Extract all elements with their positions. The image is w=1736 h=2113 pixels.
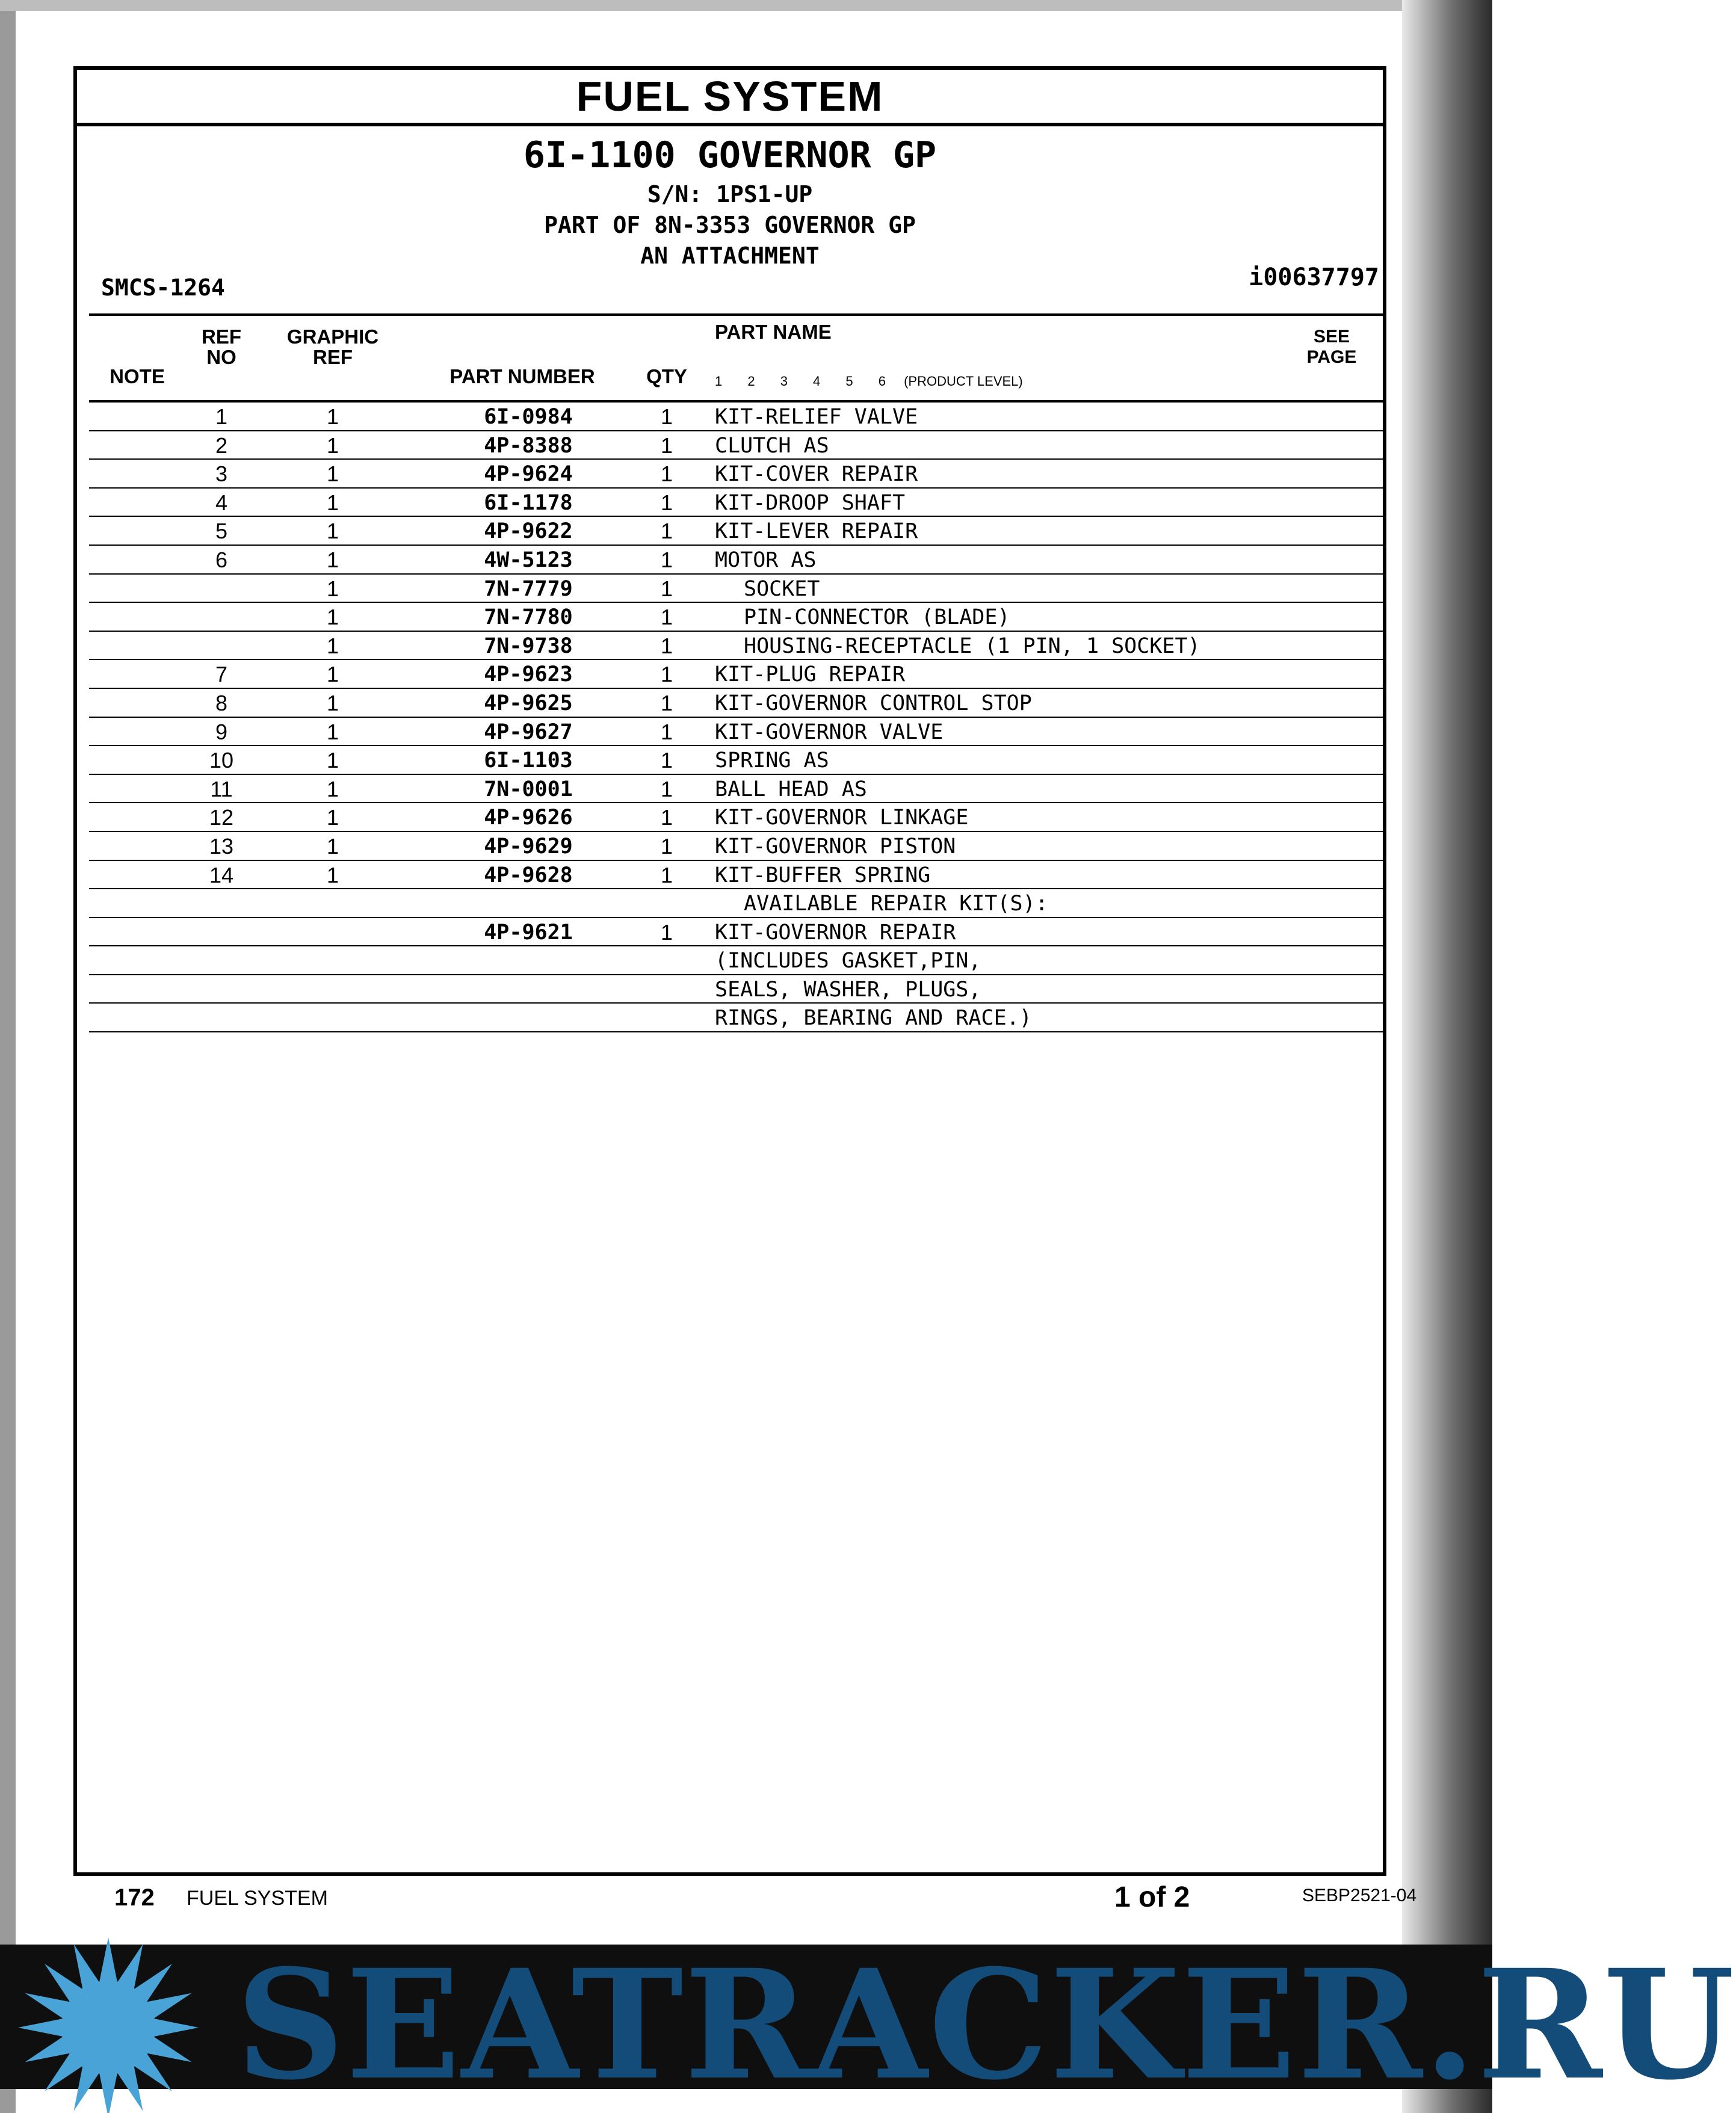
table-row [89,918,1384,947]
part-number-cell: 7N-7779 [484,576,573,601]
page-number: 172 [114,1884,155,1911]
footer-section: FUEL SYSTEM [187,1887,328,1910]
table-row [89,889,1384,918]
qty-cell: 1 [660,862,673,887]
part-name-cell: (INCLUDES GASKET,PIN, [715,949,981,973]
table-row [89,975,1384,1004]
qty-cell: 1 [660,433,673,458]
ref-no-cell: 13 [209,833,234,859]
ref-no-cell: 1 [215,404,228,429]
table-row [89,603,1384,632]
page-of: 1 of 2 [1114,1881,1190,1913]
part-name-cell: KIT-COVER REPAIR [715,462,918,487]
book-binding-shadow [1402,0,1492,2113]
part-name-cell: KIT-GOVERNOR CONTROL STOP [715,691,1032,715]
ref-no-cell: 14 [209,862,234,887]
document-id: SEBP2521-04 [1302,1886,1417,1905]
part-name-cell: CLUTCH AS [715,433,829,458]
graphic-ref-cell: 1 [326,805,339,830]
ref-no-cell: 3 [215,461,228,487]
part-name-cell: AVAILABLE REPAIR KIT(S): [744,892,1048,916]
ref-no-cell: 2 [215,433,228,458]
part-number-cell: 4P-9625 [484,691,573,715]
graphic-ref-cell: 1 [326,776,339,801]
qty-cell: 1 [660,833,673,859]
part-name-cell: KIT-GOVERNOR REPAIR [715,920,956,945]
header-product-level [715,371,1136,392]
header-qty: QTY [646,365,687,387]
qty-cell: 1 [660,461,673,487]
graphic-ref-cell: 1 [326,461,339,487]
part-name-cell: SEALS, WASHER, PLUGS, [715,977,981,1002]
table-row [89,689,1384,718]
product-level-numbers: 1 2 3 4 5 6 [715,374,897,389]
system-title: FUEL SYSTEM [77,70,1383,126]
table-row [89,803,1384,832]
product-level-label: (PRODUCT LEVEL) [904,374,1023,389]
qty-cell: 1 [660,919,673,945]
header-see-page: SEE PAGE [1306,327,1357,367]
parts-page-frame [73,66,1386,1876]
graphic-ref-cell: 1 [326,862,339,887]
part-name-cell: RINGS, BEARING AND RACE.) [715,1006,1032,1031]
qty-cell: 1 [660,748,673,773]
part-number-cell: 6I-0984 [484,405,573,429]
ref-no-cell: 12 [209,805,234,830]
header-note: NOTE [110,365,165,387]
part-name-cell: KIT-GOVERNOR VALVE [715,720,944,744]
table-row [89,517,1384,546]
part-name-cell: KIT-RELIEF VALVE [715,405,918,429]
table-row [89,1004,1384,1032]
graphic-ref-cell: 1 [326,433,339,458]
ref-no-cell: 6 [215,547,228,572]
part-of: PART OF 8N-3353 GOVERNOR GP [544,212,916,238]
table-row [89,746,1384,775]
part-number-cell: 6I-1103 [484,748,573,773]
watermark-text: SEATRACKER.RU [236,1936,1736,2113]
graphic-ref-cell: 1 [326,519,339,544]
header-graphic-ref: GRAPHIC REF [286,325,379,368]
sun-logo-icon [0,1925,229,2113]
table-header [89,313,1384,403]
part-name-cell: HOUSING-RECEPTACLE (1 PIN, 1 SOCKET) [744,634,1200,658]
part-name-cell: KIT-BUFFER SPRING [715,863,931,887]
part-number-cell: 4P-9626 [484,806,573,830]
part-name-cell: KIT-GOVERNOR LINKAGE [715,806,969,830]
graphic-ref-cell: 1 [326,490,339,515]
table-row [89,832,1384,861]
part-name-cell: MOTOR AS [715,548,817,572]
qty-cell: 1 [660,547,673,572]
header-part-number: PART NUMBER [449,365,595,387]
qty-cell: 1 [660,662,673,687]
table-row [89,946,1384,975]
part-number-cell: 4W-5123 [484,548,573,572]
illustration-id: i00637797 [1249,264,1379,291]
part-number-cell: 4P-9623 [484,662,573,687]
part-name-cell: SOCKET [744,576,820,601]
qty-cell: 1 [660,776,673,801]
ref-no-cell: 5 [215,519,228,544]
part-name-cell: KIT-DROOP SHAFT [715,490,906,515]
ref-no-cell: 9 [215,719,228,744]
part-number-cell: 4P-9624 [484,462,573,487]
part-name-cell: KIT-GOVERNOR PISTON [715,834,956,859]
qty-cell: 1 [660,690,673,715]
header-part-name: PART NAME [715,321,832,343]
part-name-cell: KIT-PLUG REPAIR [715,662,906,687]
graphic-ref-cell: 1 [326,633,339,658]
graphic-ref-cell: 1 [326,404,339,429]
part-number-cell: 4P-9628 [484,863,573,887]
serial-number: S/N: 1PS1-UP [647,181,813,208]
qty-cell: 1 [660,633,673,658]
graphic-ref-cell: 1 [326,605,339,630]
qty-cell: 1 [660,719,673,744]
page-top-edge [0,0,1492,11]
ref-no-cell: 11 [210,776,233,801]
table-row [89,861,1384,890]
graphic-ref-cell: 1 [326,547,339,572]
part-number-cell: 4P-9629 [484,834,573,859]
page-left-edge [0,0,16,2113]
ref-no-cell: 10 [209,748,234,773]
part-number-cell: 6I-1178 [484,490,573,515]
table-row [89,403,1384,431]
graphic-ref-cell: 1 [326,748,339,773]
graphic-ref-cell: 1 [326,833,339,859]
ref-no-cell: 7 [215,662,228,687]
part-number-cell: 4P-8388 [484,433,573,458]
part-number-cell: 4P-9627 [484,720,573,744]
part-name-cell: KIT-LEVER REPAIR [715,519,918,544]
graphic-ref-cell: 1 [326,719,339,744]
table-row [89,775,1384,804]
qty-cell: 1 [660,519,673,544]
table-row [89,546,1384,575]
part-name-cell: BALL HEAD AS [715,777,867,801]
part-number-cell: 7N-9738 [484,634,573,658]
qty-cell: 1 [660,605,673,630]
part-number-cell: 7N-7780 [484,605,573,630]
page-footer [96,1881,1420,1920]
qty-cell: 1 [660,490,673,515]
attachment-label: AN ATTACHMENT [640,242,820,269]
qty-cell: 1 [660,576,673,601]
graphic-ref-cell: 1 [326,690,339,715]
group-title-block [77,126,1383,271]
table-row [89,460,1384,489]
table-row [89,431,1384,460]
watermark [0,1925,1736,2113]
table-body [89,403,1384,1032]
graphic-ref-cell: 1 [326,662,339,687]
group-title: 6I-1100 GOVERNOR GP [523,134,937,176]
smcs-code: SMCS-1264 [101,274,225,301]
graphic-ref-cell: 1 [326,576,339,601]
table-row [89,660,1384,689]
part-number-cell: 4P-9621 [484,920,573,945]
table-row [89,632,1384,661]
table-row [89,575,1384,603]
part-name-cell: SPRING AS [715,748,829,773]
part-number-cell: 4P-9622 [484,519,573,544]
ref-no-cell: 8 [215,690,228,715]
part-number-cell: 7N-0001 [484,777,573,801]
qty-cell: 1 [660,404,673,429]
header-ref-no: REF NO [202,325,241,368]
table-row [89,718,1384,747]
part-name-cell: PIN-CONNECTOR (BLADE) [744,605,1010,630]
ref-no-cell: 4 [215,490,228,515]
parts-table [89,313,1384,1032]
table-row [89,489,1384,517]
qty-cell: 1 [660,805,673,830]
